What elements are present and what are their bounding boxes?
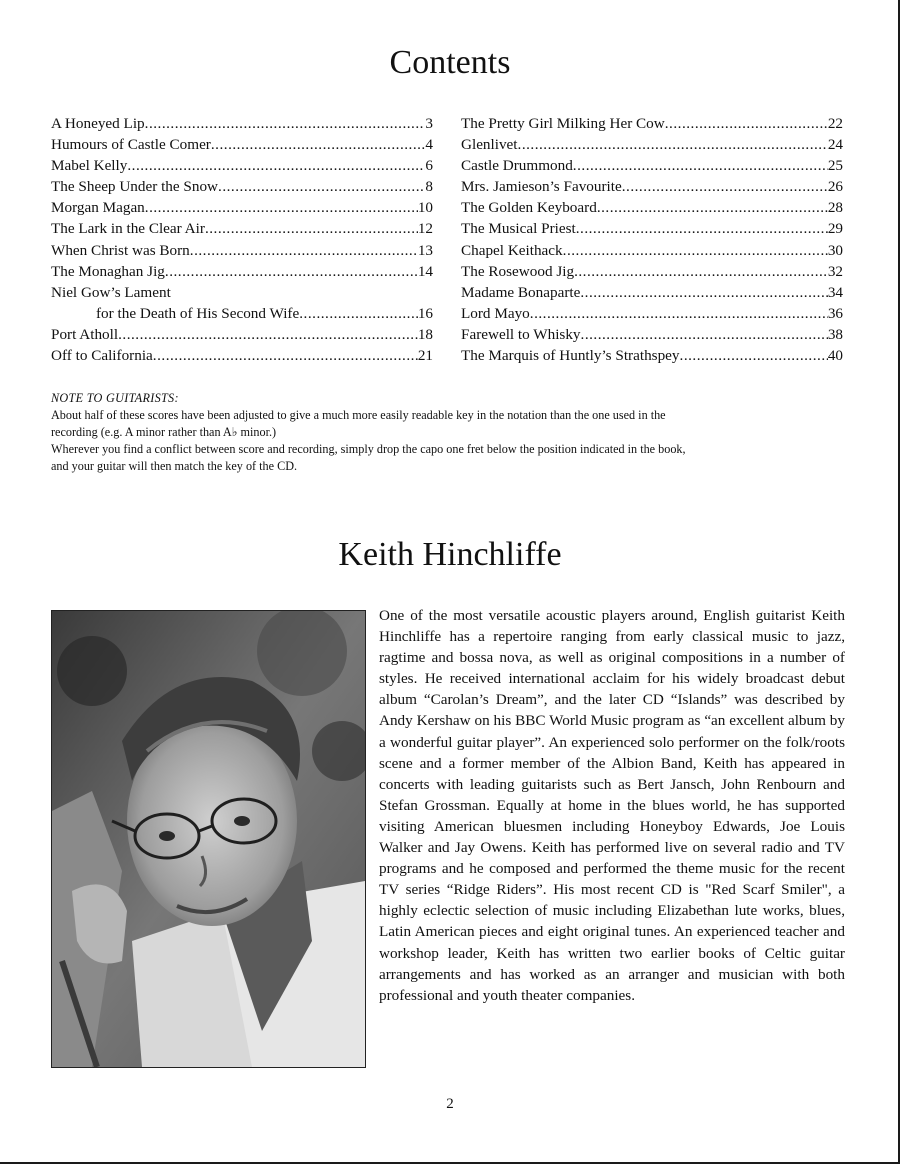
toc-leader bbox=[563, 240, 828, 261]
toc-entry[interactable] bbox=[51, 261, 433, 282]
toc-entry[interactable] bbox=[461, 303, 843, 324]
toc-entry[interactable] bbox=[461, 261, 843, 282]
toc-entry-page: 18 bbox=[417, 325, 433, 343]
toc-entry-page: 16 bbox=[417, 304, 433, 322]
toc-entry[interactable] bbox=[461, 282, 843, 303]
toc-leader bbox=[165, 261, 418, 282]
toc-entry[interactable] bbox=[51, 197, 433, 218]
toc-entry-page: 28 bbox=[827, 199, 843, 217]
toc-entry-page: 12 bbox=[417, 220, 433, 238]
toc-entry-title: Lord Mayo bbox=[461, 304, 530, 322]
toc-entry-page: 29 bbox=[827, 220, 843, 238]
toc-right-column bbox=[461, 113, 843, 366]
toc-entry[interactable] bbox=[51, 324, 433, 345]
toc-leader bbox=[530, 303, 828, 324]
toc-entry[interactable] bbox=[51, 345, 433, 366]
toc-entry-page: 10 bbox=[417, 199, 433, 217]
toc-leader bbox=[518, 134, 828, 155]
toc-entry[interactable] bbox=[51, 240, 433, 261]
guitarist-note bbox=[51, 390, 841, 475]
note-line: Wherever you find a conflict between score and recording, simply drop the capo one fret below the position indicated in the book, bbox=[51, 442, 686, 456]
toc-entry-title: The Rosewood Jig bbox=[461, 262, 575, 280]
toc-entry-title: The Sheep Under the Snow bbox=[51, 178, 219, 196]
toc-leader bbox=[299, 303, 418, 324]
toc-entry-title: Off to California bbox=[51, 347, 153, 365]
page-number: 2 bbox=[446, 1096, 454, 1112]
toc-entry-title: The Lark in the Clear Air bbox=[51, 220, 205, 238]
toc-entry-title: Port Atholl bbox=[51, 325, 119, 343]
note-heading: NOTE TO GUITARISTS: bbox=[51, 391, 179, 405]
toc-entry-title: Castle Drummond bbox=[461, 157, 573, 175]
toc-entry-page: 21 bbox=[417, 347, 433, 365]
toc-entry-page: 38 bbox=[827, 325, 843, 343]
toc-entry[interactable] bbox=[51, 113, 433, 134]
toc-leader bbox=[145, 113, 426, 134]
toc-entry-page: 14 bbox=[417, 262, 433, 280]
toc-entry-title: When Christ was Born bbox=[51, 241, 190, 259]
toc-entry-page: 22 bbox=[827, 115, 843, 132]
note-line: About half of these scores have been adjusted to give a much more easily readable key in the notation than the one used in the bbox=[51, 408, 666, 422]
toc-leader bbox=[218, 176, 425, 197]
toc-leader bbox=[127, 155, 425, 176]
toc-leader bbox=[580, 282, 827, 303]
toc-entry-page: 30 bbox=[827, 241, 843, 259]
toc-entry[interactable] bbox=[461, 218, 843, 239]
toc-entry-title: The Pretty Girl Milking Her Cow bbox=[461, 115, 665, 132]
toc-entry-page: 3 bbox=[425, 115, 433, 132]
toc-entry-title: Chapel Keithack bbox=[461, 241, 563, 259]
toc-leader bbox=[665, 113, 828, 134]
toc-entry-title: Niel Gow’s Lament bbox=[51, 283, 171, 301]
toc-leader bbox=[190, 240, 418, 261]
toc-entry-page: 13 bbox=[417, 241, 433, 259]
toc-entry-page: 40 bbox=[827, 347, 843, 365]
note-line: recording (e.g. A minor rather than A♭ minor.) bbox=[51, 425, 277, 439]
toc-leader bbox=[205, 218, 418, 239]
toc-leader bbox=[118, 324, 418, 345]
toc-entry-page: 8 bbox=[425, 178, 433, 196]
toc-leader bbox=[145, 197, 418, 218]
toc-leader bbox=[211, 134, 426, 155]
toc-leader bbox=[576, 218, 828, 239]
toc-entry[interactable] bbox=[51, 218, 433, 239]
toc-entry-title: Mrs. Jamieson’s Favourite bbox=[461, 178, 622, 196]
toc-entry-title: A Honeyed Lip bbox=[51, 115, 145, 132]
toc-entry[interactable] bbox=[461, 197, 843, 218]
toc-entry-page: 24 bbox=[827, 136, 843, 154]
toc-leader bbox=[597, 197, 828, 218]
toc-entry-title: The Monaghan Jig bbox=[51, 262, 165, 280]
toc-entry[interactable] bbox=[51, 134, 433, 155]
note-line: and your guitar will then match the key of the CD. bbox=[51, 459, 298, 473]
toc-entry[interactable] bbox=[51, 282, 433, 303]
contents-title: Contents bbox=[389, 44, 511, 81]
artist-bio: One of the most versatile acoustic players around, English guitarist Keith Hinchliffe has a repertoire ranging from early classical music to jazz, ragtime and bossa nova, as well as original compositions in a number of styles. He received international acclaim for his widely broadcast debut album “Carolan’s Dream”, and the later CD “Islands” was described by Andy Kershaw on his BBC World Music program as “an excellent album by a wonderful guitar player”. An experienced solo performer on the folk/roots scene and a former member of the Albion Band, Keith has appeared in concerts with leading guitarists such as Bert Jansch, John Renbourn and Stefan Grossman. Equally at home in the blues world, he has supported visiting American bluesmen including Honeyboy Edwards, Joe Louis Walker and Jay Owens. Keith has performed live on several radio and TV programs and he composed and performed the theme music for the recent TV series “Ridge Riders”. His most recent CD is "Red Scarf Smiler", a highly eclectic selection of music including Elizabethan lute works, blues, Latin American pieces and eight original tunes. An experienced teacher and workshop leader, Keith has written two earlier books of Celtic guitar arrangements and has worked as an arranger and musician with both professional and youth theater companies. bbox=[379, 607, 845, 1004]
toc-entry[interactable] bbox=[461, 324, 843, 345]
toc-entry-title: Mabel Kelly bbox=[51, 157, 128, 175]
toc-entry[interactable] bbox=[461, 134, 843, 155]
toc-entry-title: Madame Bonaparte bbox=[461, 283, 581, 301]
toc-leader bbox=[680, 345, 828, 366]
toc-entry[interactable] bbox=[461, 176, 843, 197]
toc-entry-page: 6 bbox=[425, 157, 433, 175]
toc-entry[interactable] bbox=[51, 303, 433, 324]
artist-photo bbox=[51, 610, 366, 1068]
toc-leader bbox=[573, 155, 828, 176]
toc-entry[interactable] bbox=[51, 155, 433, 176]
toc-entry-title: The Musical Priest bbox=[461, 220, 576, 238]
artist-name-heading: Keith Hinchliffe bbox=[338, 536, 562, 573]
toc-leader bbox=[574, 261, 828, 282]
toc-entry[interactable] bbox=[461, 113, 843, 134]
toc-entry-page: 25 bbox=[827, 157, 843, 175]
toc-entry-title: for the Death of His Second Wife bbox=[96, 304, 300, 322]
toc-entry-page: 4 bbox=[425, 136, 433, 154]
toc-entry-title: Glenlivet bbox=[461, 136, 518, 154]
toc-entry-title: Morgan Magan bbox=[51, 199, 145, 217]
toc-entry[interactable] bbox=[461, 345, 843, 366]
toc-entry[interactable] bbox=[461, 240, 843, 261]
toc-entry[interactable] bbox=[51, 176, 433, 197]
toc-leader bbox=[622, 176, 828, 197]
toc-entry-page: 26 bbox=[827, 178, 843, 196]
toc-leader bbox=[153, 345, 418, 366]
toc-entry[interactable] bbox=[461, 155, 843, 176]
toc-left-column bbox=[51, 113, 433, 366]
toc-entry-page: 34 bbox=[827, 283, 843, 301]
toc-entry-title: The Golden Keyboard bbox=[461, 199, 597, 217]
toc-entry-page: 32 bbox=[827, 262, 843, 280]
toc-leader bbox=[581, 324, 828, 345]
toc-entry-title: The Marquis of Huntly’s Strathspey bbox=[461, 347, 680, 365]
toc-entry-title: Humours of Castle Comer bbox=[51, 136, 211, 154]
toc-entry-page: 36 bbox=[827, 304, 843, 322]
toc-entry-title: Farewell to Whisky bbox=[461, 325, 581, 343]
